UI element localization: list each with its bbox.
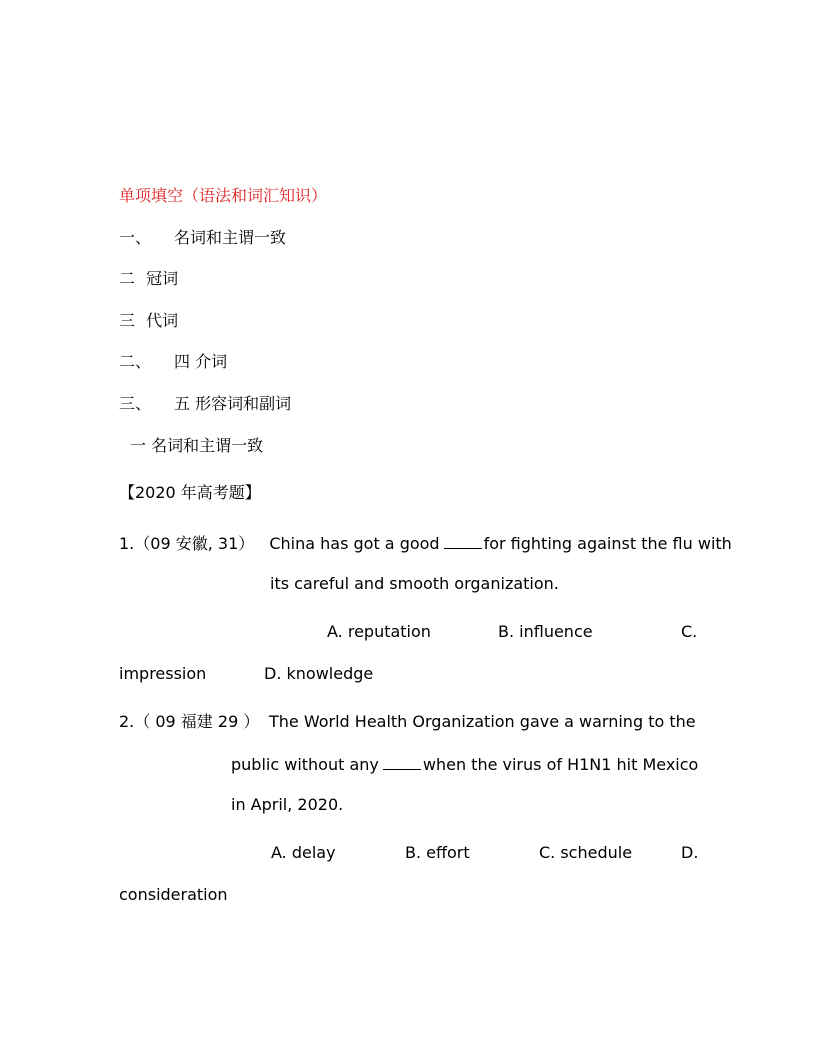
outline-item-3-number: 三 [119, 311, 136, 330]
q2-stem-text-1: The World Health Organization gave a warning to the [269, 712, 696, 731]
outline-item-4-number: 二、 [119, 352, 152, 371]
subsection-title: 一 名词和主谓一致 [130, 436, 264, 455]
q2-option-d-continued: consideration [119, 885, 228, 904]
q1-option-d: D. knowledge [264, 664, 374, 683]
outline-item-2-text: 冠词 [146, 269, 179, 288]
q2-option-c: C. schedule [539, 843, 633, 862]
q2-stem-after-blank: when the virus of H1N1 hit Mexico [422, 755, 699, 774]
q2-blank [383, 755, 421, 770]
q2-stem-before-blank: public without any [231, 755, 379, 774]
q1-stem-before-blank: China has got a good [269, 534, 440, 553]
section-heading: 单项填空（语法和词汇知识） [119, 186, 328, 205]
outline-item-3 [119, 313, 178, 329]
outline-item-5 [119, 394, 292, 413]
q1-stem-after-blank: for fighting against the flu with [483, 534, 732, 553]
q2-stem-line-3: in April, 2020. [231, 795, 344, 814]
q2-stem-line-2 [231, 755, 698, 773]
q2-option-a: A. delay [271, 843, 336, 862]
outline-item-3-text: 代词 [146, 311, 179, 330]
q2-option-b: B. effort [405, 843, 470, 862]
outline-item-1 [119, 228, 287, 247]
outline-item-5-text: 五 形容词和副词 [174, 394, 292, 413]
q1-stem-line-1 [119, 534, 732, 552]
q1-option-c-continued: impression [119, 664, 207, 683]
outline-item-5-number: 三、 [119, 394, 152, 413]
q1-blank [444, 534, 482, 549]
q1-source: 1.（09 安徽, 31） [119, 534, 255, 553]
outline-item-4 [119, 352, 228, 371]
q1-option-a: A. reputation [327, 622, 431, 641]
year-label: 【2020 年高考题】 [119, 483, 261, 502]
q1-option-b: B. influence [498, 622, 593, 641]
outline-item-1-text: 名词和主谓一致 [174, 228, 287, 247]
outline-item-1-number: 一、 [119, 228, 152, 247]
q1-option-c: C. [681, 622, 698, 641]
q1-stem-line-2: its careful and smooth organization. [270, 574, 559, 593]
outline-item-2-number: 二 [119, 269, 136, 288]
outline-item-4-text: 四 介词 [174, 352, 228, 371]
q2-source: 2.（ 09 福建 29 ） [119, 712, 260, 731]
outline-item-2 [119, 271, 178, 287]
q2-option-d: D. [681, 843, 699, 862]
q2-stem-line-1 [119, 714, 259, 730]
